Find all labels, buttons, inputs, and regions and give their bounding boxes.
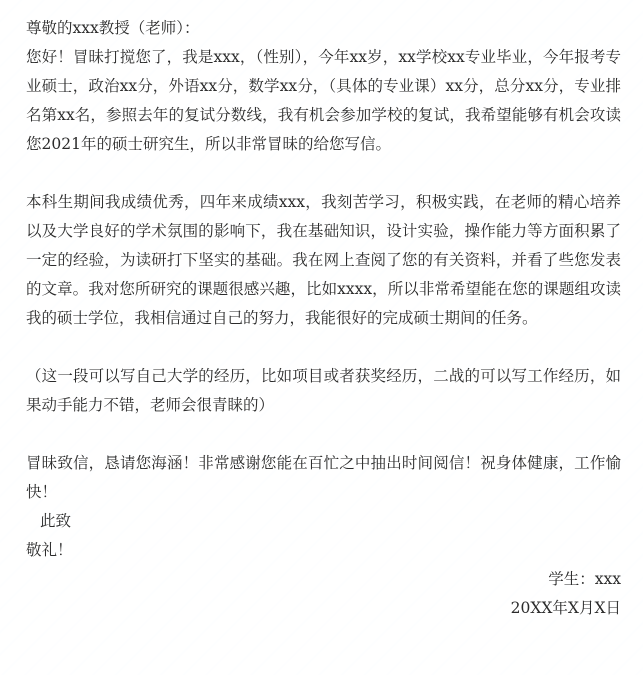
paragraph-background-text: 本科生期间我成绩优秀，四年来成绩xxx，我刻苦学习，积极实践，在老师的精心培养以及大学良好的学术氛围的影响下，我在基础知识，设计实验，操作能力等方面积累了一定的经验，为读研打下坚实的基础。我在网上查阅了您的有关资料，并看了些您发表的文章。我对您所研究的课题很感兴趣，比如xxxx，所以非常希望能在您的课题组攻读我的硕士学位，我相信通过自己的努力，我能很好的完成硕士期间的任务。 <box>26 193 621 327</box>
closing-salute: 敬礼！ <box>26 541 73 559</box>
paragraph-gap <box>26 159 621 188</box>
paragraph-closing-text: 冒昧致信，恳请您海涵！非常感谢您能在百忙之中抽出时间阅信！祝身体健康，工作愉快！ <box>26 454 621 501</box>
salutation: 尊敬的xxx教授（老师）： <box>26 19 200 37</box>
paragraph-intro <box>26 43 621 159</box>
paragraph-closing <box>26 449 621 507</box>
paragraph-intro-text: 您好！冒昧打搅您了，我是xxx，（性别），今年xx岁，xx学校xx专业毕业，今年报考专业硕士，政治xx分，外语xx分，数学xx分，（具体的专业课）xx分，总分xx分，专业排名第xx名，参照去年的复试分数线，我有机会参加学校的复试，我希望能够有机会攻读您2021年的硕士研究生，所以非常冒昧的给您写信。 <box>26 48 621 153</box>
closing-phrase: 此致 <box>40 512 72 530</box>
paragraph-note-text: （这一段可以写自己大学的经历，比如项目或者获奖经历，二战的可以写工作经历，如果动手能力不错，老师会很青睐的） <box>26 367 621 414</box>
paragraph-gap <box>26 333 621 362</box>
date: 20XX年X月X日 <box>510 599 621 617</box>
paragraph-note <box>26 362 621 420</box>
paragraph-background <box>26 188 621 333</box>
paragraph-gap <box>26 420 621 449</box>
signature: 学生：xxx <box>548 570 621 588</box>
